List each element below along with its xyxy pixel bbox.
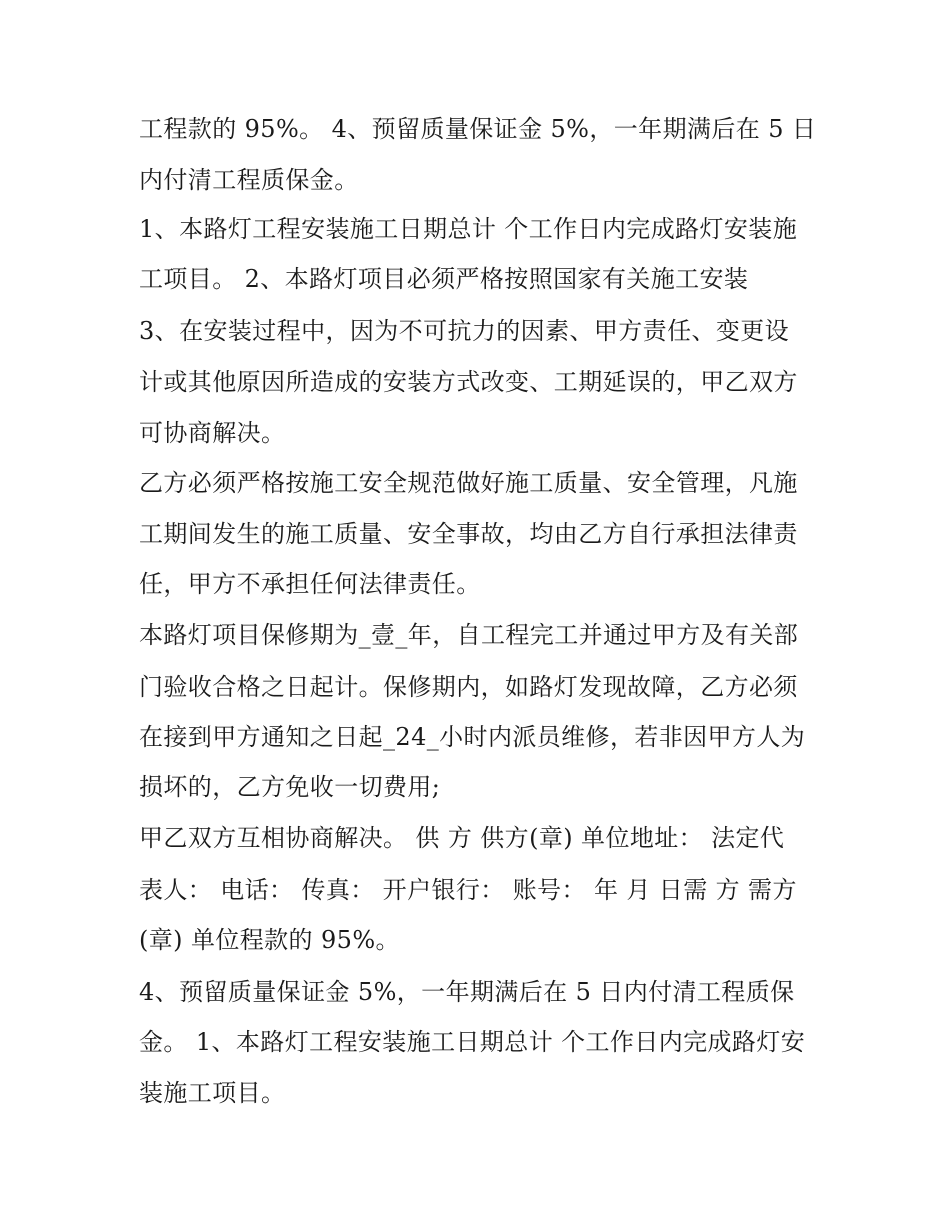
text-line-4: 工项目。 2、本路灯项目必须严格按照国家有关施工安装 <box>139 265 749 293</box>
text-line-12: 门验收合格之日起计。保修期内，如路灯发现故障，乙方必须 <box>139 673 798 701</box>
text-line-19: 金。 1、本路灯工程安装施工日期总计 个工作日内完成路灯安 <box>139 1028 806 1056</box>
text-line-11: 本路灯项目保修期为_壹_年，自工程完工并通过甲方及有关部 <box>139 621 799 649</box>
text-line-17: (章) 单位程款的 95%。 <box>139 926 400 954</box>
text-line-10: 任，甲方不承担任何法律责任。 <box>139 570 481 598</box>
text-line-16: 表人： 电话： 传真： 开户银行： 账号： 年 月 日需 方 需方 <box>139 876 797 904</box>
text-line-3: 1、本路灯工程安装施工日期总计 个工作日内完成路灯安装施 <box>139 215 798 243</box>
text-line-9: 工期间发生的施工质量、安全事故，均由乙方自行承担法律责 <box>139 520 798 548</box>
text-line-5: 3、在安装过程中，因为不可抗力的因素、甲方责任、变更设 <box>139 317 790 345</box>
text-line-1: 工程款的 95%。 4、预留质量保证金 5%，一年期满后在 5 日 <box>139 115 817 143</box>
text-line-6: 计或其他原因所造成的安装方式改变、工期延误的，甲乙双方 <box>139 368 798 396</box>
text-line-14: 损坏的，乙方免收一切费用; <box>139 773 441 801</box>
text-line-2: 内付清工程质保金。 <box>139 166 359 194</box>
text-line-15: 甲乙双方互相协商解决。 供 方 供方(章) 单位地址： 法定代 <box>139 824 785 852</box>
text-line-8: 乙方必须严格按施工安全规范做好施工质量、安全管理，凡施 <box>139 469 798 497</box>
text-line-18: 4、预留质量保证金 5%，一年期满后在 5 日内付清工程质保 <box>139 978 795 1006</box>
text-line-20: 装施工项目。 <box>139 1079 286 1107</box>
text-line-13: 在接到甲方通知之日起_24_小时内派员维修，若非因甲方人为 <box>139 723 806 751</box>
text-line-7: 可协商解决。 <box>139 419 286 447</box>
